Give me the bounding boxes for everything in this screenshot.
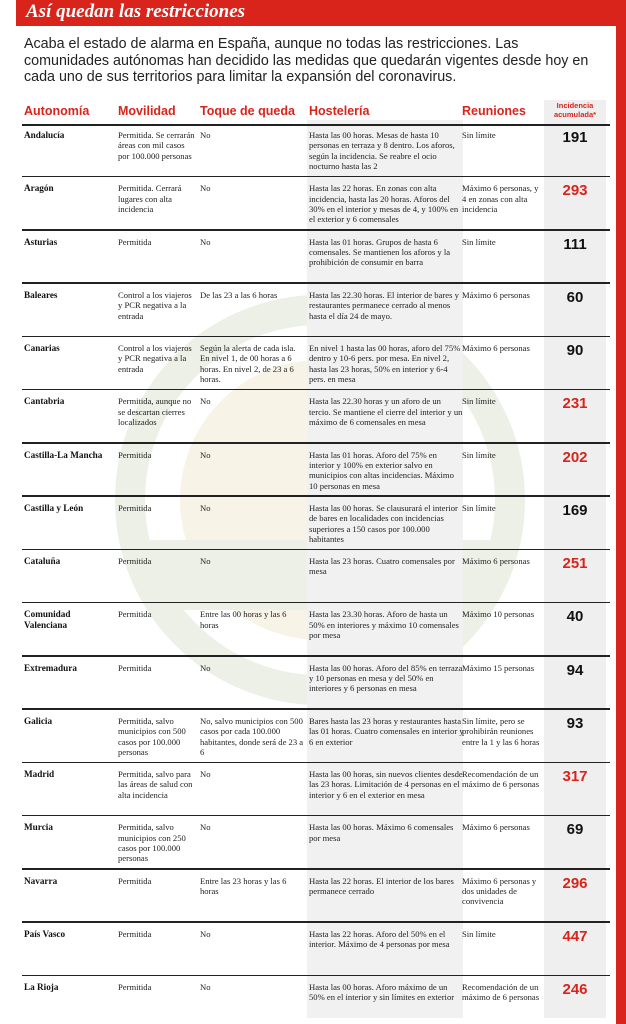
cell-toque: No [200, 662, 211, 673]
cell-autonomia: Castilla-La Mancha [24, 449, 103, 460]
cell-hosteleria: En nivel 1 hasta las 00 horas, aforo del 75% dentro y 10-6 pers. por mesa. En nivel 2, hasta las 23 horas, 50% en interior y 6-4 pers. en mesa [309, 343, 461, 385]
cell-incidencia: 246 [562, 981, 588, 998]
cell-reuniones: Sin límite [462, 928, 496, 939]
cell-toque: No [200, 928, 211, 939]
cell-movilidad: Permitida [118, 502, 152, 513]
cell-incidencia: 93 [566, 714, 584, 732]
table-row [22, 550, 610, 603]
cell-movilidad: Permitida [118, 609, 152, 620]
cell-hosteleria: Hasta las 00 horas. Mesas de hasta 10 personas en terraza y 8 dentro. Los aforos, según la incidencia. Se reabre el ocio nocturno hasta las 2 [309, 130, 455, 172]
table-row [22, 657, 610, 710]
cell-incidencia: 202 [562, 448, 588, 466]
cell-toque: No, salvo municipios con 500 casos por cada 100.000 habitantes, donde será de 23 a 6 [200, 715, 304, 757]
cell-toque: No [200, 183, 211, 194]
table-row [22, 337, 610, 390]
table-row [22, 763, 610, 816]
cell-toque: No [200, 396, 211, 407]
cell-autonomia: Murcia [24, 822, 53, 833]
cell-movilidad: Control a los viajeros y PCR negativa a la entrada [118, 343, 192, 374]
table-row [22, 177, 610, 230]
cell-autonomia: Navarra [24, 875, 58, 886]
cell-incidencia: 293 [562, 182, 588, 200]
cell-autonomia: Aragón [24, 183, 54, 194]
table-row [22, 390, 610, 443]
cell-hosteleria: Hasta las 22 horas. El interior de los bares permanece cerrado [309, 875, 454, 896]
cell-hosteleria: Hasta las 23 horas. Cuatro comensales por mesa [309, 556, 455, 577]
table-row [22, 603, 610, 656]
cell-hosteleria: Hasta las 01 horas. Aforo del 75% en interior y 100% en exterior salvo en municipios con altas incidencias. Máximo 10 personas en mesa [309, 449, 454, 491]
cell-autonomia: Extremadura [24, 662, 77, 673]
cell-incidencia: 231 [562, 395, 588, 413]
table-row [22, 124, 610, 177]
cell-hosteleria: Bares hasta las 23 horas y restaurantes hasta las 01 horas. Cuatro comensales en interior y 6 en exterior [309, 715, 464, 747]
intro-paragraph: Acaba el estado de alarma en España, aunque no todas las restricciones. Las comunidades autónomas han decidido las medidas que quedarán vigentes desde hoy en cada uno de sus territorios para limitar la expansión del coronavirus. [24, 36, 589, 85]
cell-hosteleria: Hasta las 22 horas. En zonas con alta incidencia, hasta las 20 horas. Aforos del 30% en el interior y mesas de 4, y 100% en el exterior y 6 comensales [309, 183, 459, 225]
cell-incidencia: 191 [562, 129, 588, 146]
cell-reuniones: Máximo 10 personas [462, 609, 535, 620]
cell-autonomia: La Rioja [24, 982, 59, 992]
cell-incidencia: 296 [562, 874, 588, 892]
col-incidencia: Incidencia acumulada* [553, 101, 597, 119]
cell-incidencia: 90 [566, 342, 584, 359]
table-header [22, 100, 610, 124]
table-row [22, 976, 610, 1024]
cell-autonomia: Galicia [24, 715, 53, 726]
cell-incidencia: 40 [566, 608, 584, 626]
cell-toque: Entre las 00 horas y las 6 horas [200, 609, 287, 630]
col-hosteleria: Hostelería [309, 104, 370, 118]
cell-incidencia: 111 [563, 235, 587, 253]
table-row [22, 710, 610, 763]
cell-toque: De las 23 a las 6 horas [200, 289, 278, 300]
cell-movilidad: Permitida [118, 236, 152, 247]
cell-reuniones: Máximo 6 personas [462, 556, 530, 566]
table-row [22, 284, 610, 337]
cell-reuniones: Máximo 6 personas [462, 289, 530, 300]
col-reuniones: Reuniones [462, 104, 526, 118]
cell-movilidad: Permitida [118, 449, 152, 460]
cell-hosteleria: Hasta las 00 horas, sin nuevos clientes desde las 23 horas. Limitación de 4 personas en el interior y 6 en el exterior en mesa [309, 769, 463, 800]
cell-movilidad: Permitida, salvo para las áreas de salud con alta incidencia [118, 769, 193, 800]
cell-hosteleria: Hasta las 22 horas. Aforo del 50% en el interior. Máximo de 4 personas por mesa [309, 928, 450, 950]
table-row [22, 231, 610, 284]
cell-movilidad: Permitida. Cerrará lugares con alta incidencia [118, 183, 182, 215]
cell-autonomia: Baleares [24, 289, 58, 300]
cell-toque: No [200, 822, 211, 833]
cell-reuniones: Sin límite [462, 396, 496, 407]
cell-movilidad: Permitida, salvo municipios con 250 casos por 100.000 personas [118, 822, 186, 864]
cell-toque: No [200, 982, 211, 992]
cell-toque: No [200, 449, 211, 460]
cell-incidencia: 251 [562, 555, 588, 572]
cell-autonomia: Cataluña [24, 556, 61, 566]
cell-incidencia: 317 [562, 768, 588, 785]
cell-incidencia: 447 [562, 927, 588, 945]
cell-autonomia: Canarias [24, 343, 60, 353]
cell-hosteleria: Hasta las 22.30 horas. El interior de bares y restaurantes permanece cerrado al menos hasta el día 24 de mayo. [309, 289, 459, 321]
table-row [22, 816, 610, 869]
cell-toque: Según la alerta de cada isla. En nivel 1, de 00 horas a 6 horas. En nivel 2, de 23 a 6 horas. [200, 343, 296, 385]
cell-toque: No [200, 556, 211, 566]
cell-autonomia: Madrid [24, 769, 55, 779]
cell-incidencia: 169 [562, 501, 588, 519]
accent-bar [616, 0, 626, 1024]
cell-hosteleria: Hasta las 00 horas. Aforo máximo de un 50% en el interior y sin límites en exterior [309, 982, 455, 1003]
col-toque: Toque de queda [200, 104, 295, 118]
cell-autonomia: Castilla y León [24, 502, 84, 513]
cell-autonomia: Cantabria [24, 396, 65, 407]
cell-reuniones: Máximo 6 personas, y 4 en zonas con alta incidencia [462, 183, 539, 215]
cell-hosteleria: Hasta las 23.30 horas. Aforo de hasta un 50% en interiores y máximo 10 comensales por mesa [309, 609, 459, 641]
cell-reuniones: Máximo 6 personas [462, 822, 530, 833]
cell-reuniones: Sin límite [462, 502, 496, 513]
cell-movilidad: Control a los viajeros y PCR negativa a la entrada [118, 289, 192, 321]
cell-autonomia: Asturias [24, 236, 58, 247]
table-row [22, 923, 610, 976]
title-banner [16, 0, 616, 26]
cell-toque: Entre las 23 horas y las 6 horas [200, 875, 287, 896]
cell-incidencia: 94 [566, 661, 584, 679]
cell-incidencia: 60 [566, 288, 584, 306]
cell-reuniones: Máximo 15 personas [462, 662, 535, 673]
cell-hosteleria: Hasta las 00 horas. Aforo del 85% en terraza y 10 personas en mesa y del 50% en interiores y 6 personas en mesa [309, 662, 463, 694]
cell-reuniones: Máximo 6 personas y dos unidades de convivencia [462, 875, 537, 907]
col-autonomia: Autonomía [24, 104, 90, 118]
cell-toque: No [200, 236, 211, 247]
cell-hosteleria: Hasta las 22.30 horas y un aforo de un tercio. Se mantiene el cierre del interior y un máximo de 6 comensales en mesa [309, 396, 463, 428]
cell-movilidad: Permitida, salvo municipios con 500 casos por 100.000 personas [118, 715, 186, 757]
cell-hosteleria: Hasta las 01 horas. Grupos de hasta 6 comensales. Se mantienen los aforos y la prohibición de consumir en barra [309, 236, 451, 268]
cell-reuniones: Recomendación de un máximo de 6 personas [462, 769, 540, 790]
table-row [22, 497, 610, 550]
cell-movilidad: Permitida [118, 662, 152, 673]
cell-incidencia: 69 [566, 821, 584, 839]
cell-reuniones: Sin límite [462, 130, 496, 140]
cell-movilidad: Permitida. Se cerrarán áreas con mil casos por 100.000 personas [118, 130, 195, 161]
cell-reuniones: Sin límite [462, 236, 496, 247]
cell-movilidad: Permitida [118, 556, 152, 566]
page-title: Así quedan las restricciones [26, 1, 246, 22]
cell-hosteleria: Hasta las 00 horas. Se clausurará el interior de bares en localidades con incidencias superiores a 150 casos por 100.000 habitantes [309, 502, 458, 544]
cell-autonomia: Andalucía [24, 130, 65, 140]
cell-hosteleria: Hasta las 00 horas. Máximo 6 comensales por mesa [309, 822, 454, 843]
cell-reuniones: Máximo 6 personas [462, 343, 530, 353]
cell-movilidad: Permitida [118, 928, 152, 939]
cell-toque: No [200, 502, 211, 513]
cell-toque: No [200, 769, 211, 779]
cell-autonomia: País Vasco [24, 928, 66, 939]
col-movilidad: Movilidad [118, 104, 176, 118]
cell-reuniones: Recomendación de un máximo de 6 personas [462, 982, 540, 1003]
cell-movilidad: Permitida [118, 875, 152, 886]
cell-movilidad: Permitida [118, 982, 152, 992]
table-row [22, 870, 610, 923]
cell-reuniones: Sin límite, pero se prohibirán reuniones entre la 1 y las 6 horas [462, 715, 540, 747]
cell-autonomia: Comunidad Valenciana [24, 609, 71, 630]
cell-reuniones: Sin límite [462, 449, 496, 460]
cell-toque: No [200, 130, 211, 140]
cell-movilidad: Permitida, aunque no se descartan cierres localizados [118, 396, 192, 428]
table-row [22, 444, 610, 497]
